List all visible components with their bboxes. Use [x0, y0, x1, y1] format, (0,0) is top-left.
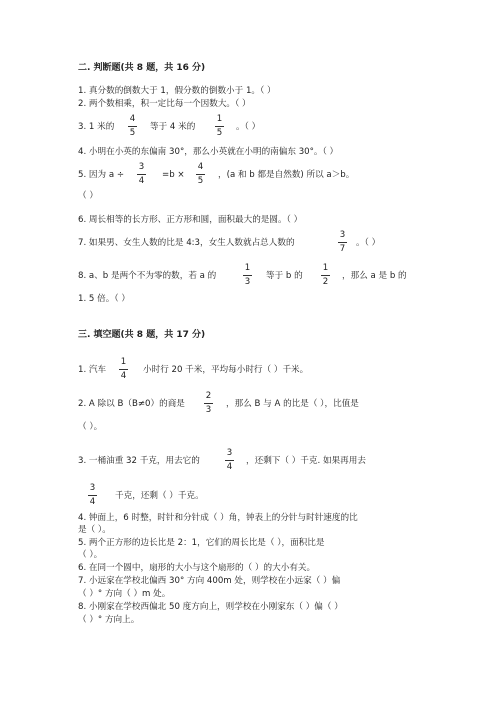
question-text: 2. A 除以 B（B≠0）的商是 [78, 399, 185, 409]
fraction-bar [243, 275, 252, 276]
numerator: 1 [216, 114, 223, 124]
fraction-bar [321, 275, 330, 276]
denominator: 3 [244, 277, 251, 287]
fraction-bar [215, 126, 224, 127]
question-3-4-cont: 是（ ）。 [78, 525, 111, 535]
question-text: ，那么 a 是 b 的 [342, 271, 407, 281]
fraction-bar [338, 242, 347, 243]
denominator: 2 [322, 277, 329, 287]
question-3-7: 7. 小远家在学校北偏西 30° 方向 400m 处，则学校在小远家（ ）偏 [78, 576, 341, 586]
fraction [243, 263, 252, 287]
question-text: （ ） [78, 191, 98, 201]
denominator: 4 [226, 462, 233, 472]
numerator: 3 [138, 162, 145, 172]
question-text: 小时行 20 千米，平均每小时行（ ）千米。 [143, 365, 309, 375]
fraction-bar [88, 495, 97, 496]
question-text: 3. 一桶油重 32 千克，用去它的 [78, 456, 200, 466]
question-text: 等于 4 米的 [150, 122, 196, 132]
numerator: 1 [120, 357, 127, 367]
fraction [137, 162, 146, 186]
fraction [128, 114, 137, 138]
question-2-1: 1. 真分数的倒数大于 1，假分数的倒数小于 1。（ ） [78, 86, 276, 96]
fraction [88, 483, 97, 507]
denominator: 4 [89, 497, 96, 507]
question-text: 。（ ） [236, 122, 261, 132]
section-heading-judgment: 二. 判断题(共 8 题，共 16 分) [78, 63, 206, 73]
question-3-7-cont: （ ）° 方向（ ）m 处。 [78, 589, 171, 599]
question-2-4: 4. 小明在小英的东偏南 30°，那么小英就在小明的南偏东 30°。（ ） [78, 147, 339, 157]
question-text: ，那么 B 与 A 的比是（ ），比值是 [226, 399, 359, 409]
denominator: 4 [120, 371, 127, 381]
question-text: 3. 1 米的 [78, 122, 115, 132]
fraction [215, 114, 224, 138]
question-text: 千克，还剩（ ）千克。 [115, 491, 204, 501]
fraction-bar [204, 403, 213, 404]
question-text: 。（ ） [356, 238, 381, 248]
question-text: 1. 5 倍。（ ） [78, 294, 130, 304]
question-text: 5. 因为 a ÷ [78, 170, 125, 180]
numerator: 4 [129, 114, 136, 124]
question-text: 1. 汽车 [78, 365, 107, 375]
denominator: 3 [205, 405, 212, 415]
numerator: 2 [205, 391, 212, 401]
denominator: 7 [339, 244, 346, 254]
question-text: =b × [162, 170, 185, 180]
question-3-6: 6. 在同一个圆中，扇形的大小与这个扇形的（ ）的大小有关。 [78, 563, 316, 573]
question-text: 8. a、b 是两个不为零的数，若 a 的 [78, 271, 217, 281]
question-2-2: 2. 两个数相乘，积一定比每一个因数大。（ ） [78, 99, 251, 109]
question-3-8: 8. 小刚家在学校西偏北 50 度方向上，则学校在小刚家东（ ）偏（ ） [78, 602, 343, 612]
fraction-bar [128, 126, 137, 127]
numerator: 3 [226, 448, 233, 458]
denominator: 5 [197, 176, 204, 186]
fraction [321, 263, 330, 287]
question-text: 7. 如果男、女生人数的比是 4:3，女生人数就占总人数的 [78, 238, 295, 248]
fraction [204, 391, 213, 415]
numerator: 4 [197, 162, 204, 172]
denominator: 4 [138, 176, 145, 186]
numerator: 1 [322, 263, 329, 273]
question-2-6: 6. 周长相等的长方形、正方形和圆，面积最大的是圆。（ ） [78, 215, 303, 225]
fraction-bar [225, 460, 234, 461]
numerator: 1 [244, 263, 251, 273]
question-3-8-cont: （ ）° 方向上。 [78, 615, 140, 625]
question-3-5: 5. 两个正方形的边长比是 2：1，它们的周长比是（ ），面积比是 [78, 538, 325, 548]
fraction-bar [119, 369, 128, 370]
denominator: 5 [216, 128, 223, 138]
question-text: ，还剩下（ ）千克. 如果再用去 [246, 456, 366, 466]
fraction-bar [137, 174, 146, 175]
question-text: ，(a 和 b 都是自然数) 所以 a＞b。 [218, 170, 355, 180]
numerator: 3 [89, 483, 96, 493]
fraction [119, 357, 128, 381]
question-text: （ ）。 [78, 422, 103, 432]
section-heading-fill-in: 三. 填空题(共 8 题，共 17 分) [78, 330, 206, 340]
numerator: 3 [339, 230, 346, 240]
question-3-5-cont: （ ）。 [78, 550, 103, 560]
denominator: 5 [129, 128, 136, 138]
question-text: 等于 b 的 [266, 271, 303, 281]
fraction [338, 230, 347, 254]
fraction [225, 448, 234, 472]
question-3-4: 4. 钟面上，6 时整，时针和分针成（ ）角，钟表上的分针与时针速度的比 [78, 513, 358, 523]
fraction [196, 162, 205, 186]
fraction-bar [196, 174, 205, 175]
